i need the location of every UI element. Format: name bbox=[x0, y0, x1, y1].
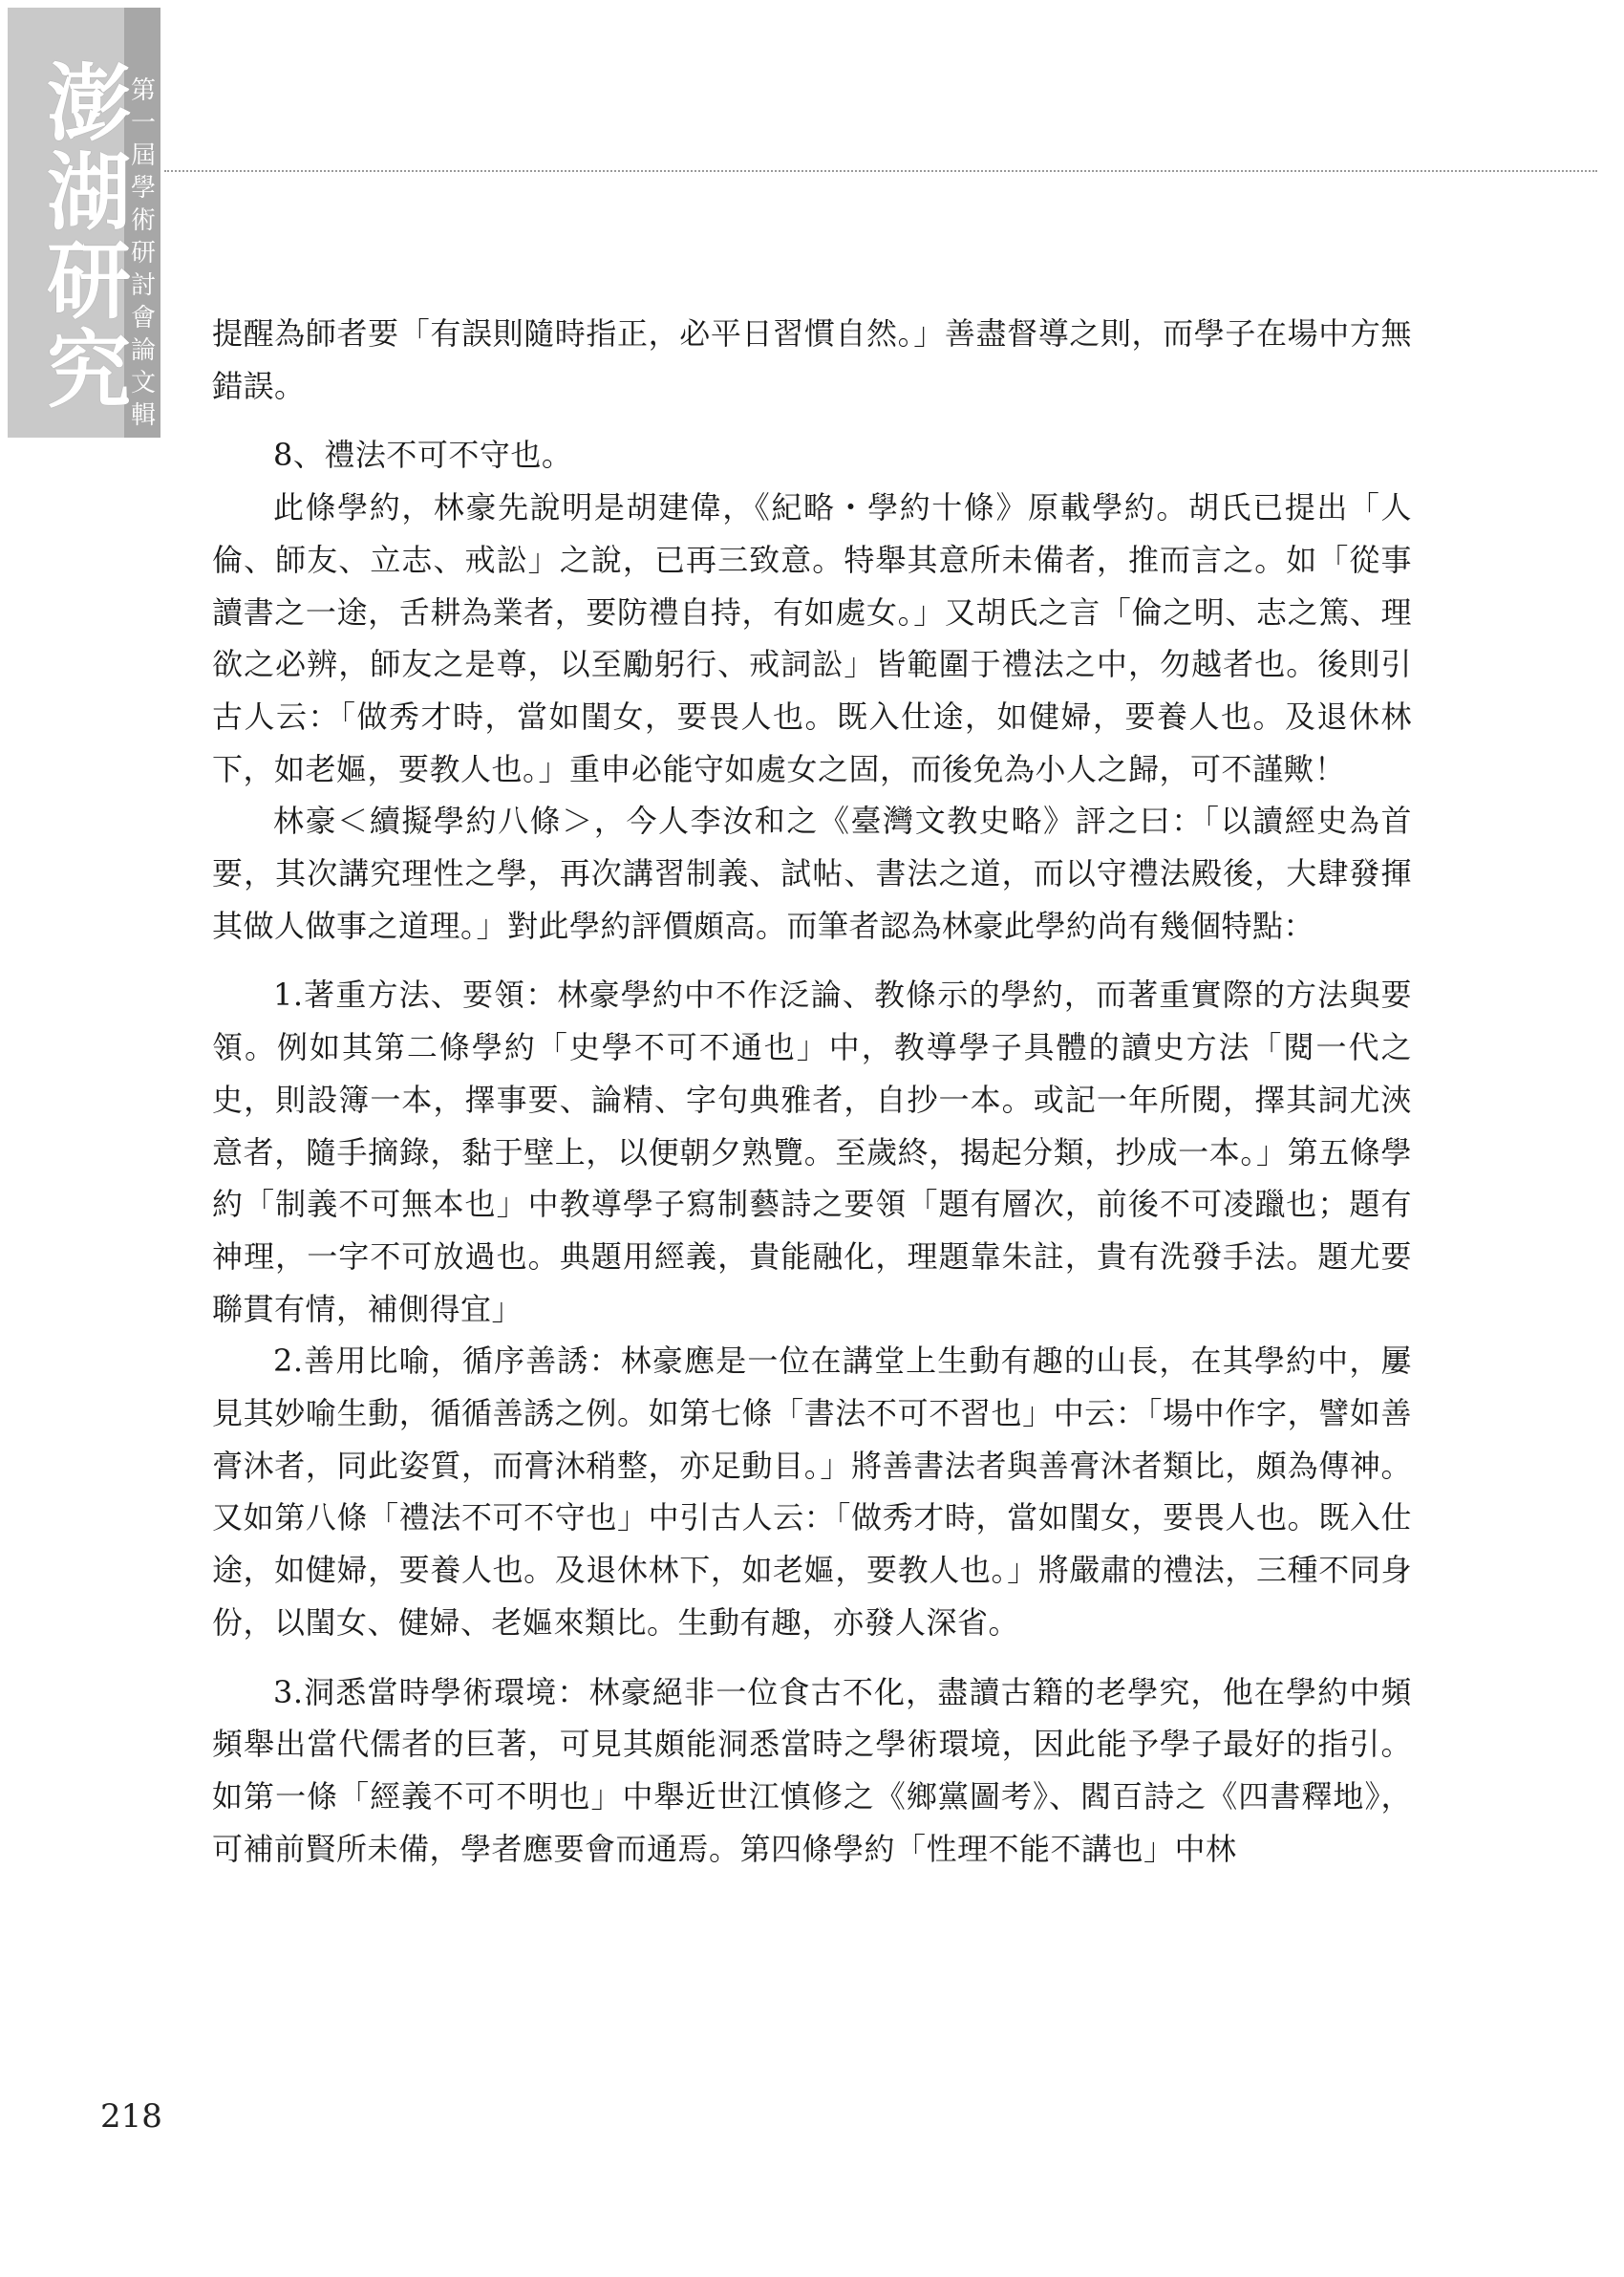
header-dotted-rule bbox=[164, 170, 1597, 172]
paragraph: 2.善用比喻，循序善誘：林豪應是一位在講堂上生動有趣的山長，在其學約中，屢見其妙喻生動，循循善誘之例。如第七條「書法不可不習也」中云：「場中作字，譬如善膏沐者，同此姿質，而膏沐稍整，亦足動目。」將善書法者與善膏沐者類比，頗為傳神。又如第八條「禮法不可不守也」中引古人云：「做秀才時，當如閨女，要畏人也。既入仕途，如健婦，要養人也。及退休林下，如老嫗，要教人也。」將嚴肅的禮法，三種不同身份，以閨女、健婦、老嫗來類比。生動有趣，亦發人深省。 bbox=[212, 1343, 1412, 1641]
series-title: 澎湖研究 bbox=[46, 54, 131, 419]
body-text bbox=[212, 308, 1412, 1875]
paragraph: 林豪＜續擬學約八條＞，今人李汝和之《臺灣文教史略》評之曰：「以讀經史為首要，其次講究理性之學，再次講習制義、試帖、書法之道，而以守禮法殿後，大肆發揮其做人做事之道理。」對此學約評價頗高。而筆者認為林豪此學約尚有幾個特點： bbox=[212, 803, 1412, 944]
paragraph: 3.洞悉當時學術環境：林豪絕非一位食古不化，盡讀古籍的老學究，他在學約中頻頻舉出當代儒者的巨著，可見其頗能洞悉當時之學術環境，因此能予學子最好的指引。如第一條「經義不可不明也」中舉近世江慎修之《鄉黨圖考》、閻百詩之《四書釋地》，可補前賢所未備，學者應要會而通焉。第四條學約「性理不能不講也」中林 bbox=[212, 1673, 1412, 1867]
paragraph: 1.著重方法、要領：林豪學約中不作泛論、教條示的學約，而著重實際的方法與要領。例如其第二條學約「史學不可不通也」中，教導學子具體的讀史方法「閱一代之史，則設簿一本，擇事要、論精、字句典雅者，自抄一本。或記一年所閱，擇其詞尤浹意者，隨手摘錄，黏于壁上，以便朝夕熟覽。至歲終，揭起分類，抄成一本。」第五條學約「制義不可無本也」中教導學子寫制藝詩之要領「題有層次，前後不可凌躐也；題有神理，一字不可放過也。典題用經義，貴能融化，理題靠朱註，貴有洗發手法。題尤要聯貫有情，補側得宜」 bbox=[212, 977, 1412, 1327]
section-heading: 8、禮法不可不守也。 bbox=[273, 437, 573, 474]
page-number: 218 bbox=[100, 2097, 162, 2136]
paragraph: 提醒為師者要「有誤則隨時指正，必平日習慣自然。」善盡督導之則，而學子在場中方無錯誤。 bbox=[212, 315, 1412, 404]
paragraph: 此條學約，林豪先說明是胡建偉，《紀略・學約十條》原載學約。胡氏已提出「人倫、師友、立志、戒訟」之說，已再三致意。特舉其意所未備者，推而言之。如「從事讀書之一途，舌耕為業者，要防禮自持，有如處女。」又胡氏之言「倫之明、志之篤、理欲之必辨，師友之是尊，以至勵躬行、戒詞訟」皆範圍于禮法之中，勿越者也。後則引古人云：「做秀才時，當如閨女，要畏人也。既入仕途，如健婦，要養人也。及退休林下，如老嫗，要教人也。」重申必能守如處女之固，而後免為小人之歸，可不謹歟！ bbox=[212, 489, 1412, 787]
series-subtitle: 第一屆學術研討會論文輯 bbox=[130, 76, 156, 430]
